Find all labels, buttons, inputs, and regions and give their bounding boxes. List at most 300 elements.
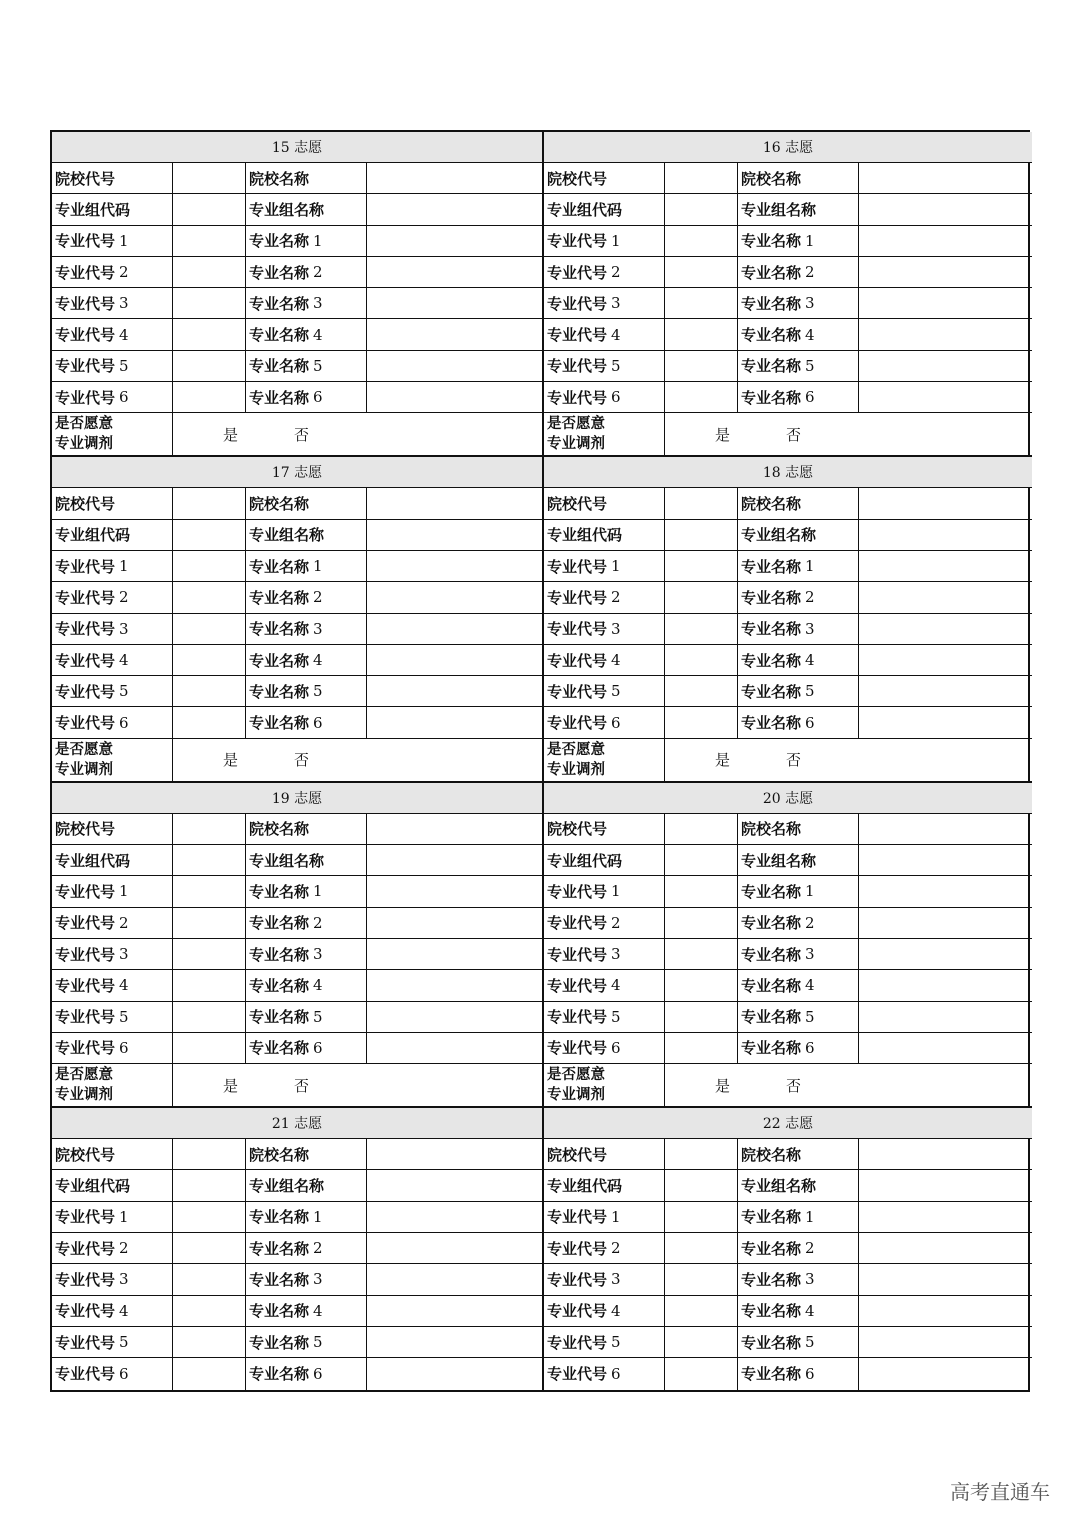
major-name-field[interactable] bbox=[859, 908, 1032, 938]
adjust-yes-option[interactable]: 是 bbox=[223, 1076, 239, 1095]
major-row bbox=[544, 939, 1032, 970]
major-name-field[interactable] bbox=[859, 351, 1032, 381]
major-code-field[interactable] bbox=[173, 1264, 246, 1294]
group-code-label: 专业组代码 bbox=[544, 845, 665, 875]
adjust-label-line2: 专业调剂 bbox=[547, 760, 605, 778]
group-name-field[interactable] bbox=[859, 1170, 1032, 1200]
major-code-field[interactable] bbox=[665, 351, 738, 381]
group-code-label: 专业组代码 bbox=[52, 1170, 173, 1200]
major-name-field[interactable] bbox=[367, 1233, 542, 1263]
major-code-label bbox=[52, 908, 173, 938]
adjust-no-option[interactable]: 否 bbox=[786, 1076, 802, 1095]
school-name-field[interactable] bbox=[367, 163, 542, 193]
major-code-field[interactable] bbox=[173, 226, 246, 256]
school-code-field[interactable] bbox=[665, 814, 738, 844]
adjust-no-option[interactable]: 否 bbox=[294, 751, 310, 770]
group-row bbox=[52, 520, 542, 551]
adjust-no-option[interactable]: 否 bbox=[294, 1076, 310, 1095]
major-code-field[interactable] bbox=[173, 582, 246, 612]
major-code-prefix: 专业代号 bbox=[55, 1239, 116, 1258]
group-name-field[interactable] bbox=[859, 520, 1032, 550]
major-code-field[interactable] bbox=[173, 351, 246, 381]
major-name-label bbox=[738, 226, 859, 256]
adjust-options bbox=[665, 739, 1032, 781]
major-row bbox=[52, 908, 542, 939]
school-code-label: 院校代号 bbox=[544, 1139, 665, 1169]
major-name-prefix: 专业名称 bbox=[741, 294, 802, 313]
major-code-label bbox=[544, 351, 665, 381]
school-row bbox=[52, 163, 542, 194]
major-name-field[interactable] bbox=[367, 288, 542, 318]
school-code-label: 院校代号 bbox=[544, 814, 665, 844]
major-name-field[interactable] bbox=[859, 319, 1032, 349]
major-code-field[interactable] bbox=[173, 257, 246, 287]
major-number: 1 bbox=[805, 882, 815, 901]
major-name-label bbox=[738, 1233, 859, 1263]
major-number: 1 bbox=[313, 557, 323, 576]
major-code-field[interactable] bbox=[665, 257, 738, 287]
major-row bbox=[544, 707, 1032, 738]
major-row bbox=[544, 351, 1032, 382]
major-name-label bbox=[738, 939, 859, 969]
group-name-field[interactable] bbox=[367, 1170, 542, 1200]
adjust-label-line2: 专业调剂 bbox=[55, 1086, 113, 1104]
major-name-field[interactable] bbox=[367, 707, 542, 737]
major-number: 2 bbox=[119, 913, 129, 932]
major-code-prefix: 专业代号 bbox=[547, 1239, 608, 1258]
major-number: 4 bbox=[805, 976, 815, 995]
major-name-field[interactable] bbox=[367, 876, 542, 906]
major-name-field[interactable] bbox=[859, 1202, 1032, 1232]
major-code-label bbox=[52, 226, 173, 256]
major-code-field[interactable] bbox=[173, 1033, 246, 1063]
major-code-field[interactable] bbox=[665, 1202, 738, 1232]
major-code-prefix: 专业代号 bbox=[55, 388, 116, 407]
major-number: 5 bbox=[313, 1007, 323, 1026]
major-name-field[interactable] bbox=[367, 676, 542, 706]
major-number: 6 bbox=[313, 388, 323, 407]
major-row bbox=[544, 908, 1032, 939]
adjust-no-option[interactable]: 否 bbox=[786, 425, 802, 444]
major-name-label bbox=[246, 1358, 367, 1389]
major-name-label bbox=[738, 970, 859, 1000]
major-name-field[interactable] bbox=[859, 645, 1032, 675]
school-code-field[interactable] bbox=[665, 163, 738, 193]
major-name-field[interactable] bbox=[367, 551, 542, 581]
major-code-field[interactable] bbox=[665, 970, 738, 1000]
major-row bbox=[52, 551, 542, 582]
major-name-prefix: 专业名称 bbox=[741, 1039, 802, 1058]
major-name-field[interactable] bbox=[859, 1233, 1032, 1263]
major-number: 6 bbox=[611, 713, 621, 732]
major-name-field[interactable] bbox=[367, 645, 542, 675]
major-name-label bbox=[738, 257, 859, 287]
major-name-field[interactable] bbox=[367, 1264, 542, 1294]
major-row bbox=[544, 319, 1032, 350]
major-code-prefix: 专业代号 bbox=[547, 388, 608, 407]
major-code-field[interactable] bbox=[665, 1296, 738, 1326]
major-code-prefix: 专业代号 bbox=[547, 1333, 608, 1352]
major-row bbox=[52, 382, 542, 413]
major-code-prefix: 专业代号 bbox=[55, 945, 116, 964]
major-number: 4 bbox=[611, 325, 621, 344]
major-name-field[interactable] bbox=[367, 319, 542, 349]
major-code-prefix: 专业代号 bbox=[55, 357, 116, 376]
major-row bbox=[544, 676, 1032, 707]
major-number: 4 bbox=[119, 325, 129, 344]
major-code-field[interactable] bbox=[665, 645, 738, 675]
major-number: 3 bbox=[611, 619, 621, 638]
group-code-field[interactable] bbox=[173, 520, 246, 550]
major-number: 1 bbox=[119, 882, 129, 901]
major-name-field[interactable] bbox=[859, 582, 1032, 612]
major-code-field[interactable] bbox=[665, 1002, 738, 1032]
major-number: 2 bbox=[805, 588, 815, 607]
major-code-label bbox=[544, 1202, 665, 1232]
major-code-field[interactable] bbox=[173, 614, 246, 644]
major-name-field[interactable] bbox=[367, 908, 542, 938]
major-name-field[interactable] bbox=[859, 970, 1032, 1000]
major-code-label bbox=[544, 614, 665, 644]
major-name-label bbox=[246, 1233, 367, 1263]
major-code-field[interactable] bbox=[665, 939, 738, 969]
major-code-prefix: 专业代号 bbox=[55, 1008, 116, 1027]
major-number: 4 bbox=[313, 976, 323, 995]
major-code-field[interactable] bbox=[173, 288, 246, 318]
major-row bbox=[52, 676, 542, 707]
major-row bbox=[52, 614, 542, 645]
major-name-field[interactable] bbox=[859, 1264, 1032, 1294]
major-code-field[interactable] bbox=[173, 319, 246, 349]
major-name-prefix: 专业名称 bbox=[741, 651, 802, 670]
major-code-label bbox=[544, 288, 665, 318]
major-code-label bbox=[52, 876, 173, 906]
major-name-label bbox=[246, 319, 367, 349]
major-name-prefix: 专业名称 bbox=[741, 326, 802, 345]
school-code-field[interactable] bbox=[173, 163, 246, 193]
major-name-prefix: 专业名称 bbox=[741, 620, 802, 639]
school-code-field[interactable] bbox=[665, 488, 738, 518]
major-code-field[interactable] bbox=[173, 1202, 246, 1232]
major-code-prefix: 专业代号 bbox=[55, 651, 116, 670]
major-code-field[interactable] bbox=[173, 970, 246, 1000]
major-name-field[interactable] bbox=[859, 257, 1032, 287]
major-name-field[interactable] bbox=[367, 1202, 542, 1232]
major-row bbox=[544, 226, 1032, 257]
major-code-field[interactable] bbox=[665, 1233, 738, 1263]
major-code-field[interactable] bbox=[173, 1327, 246, 1357]
school-code-field[interactable] bbox=[173, 1139, 246, 1169]
major-name-prefix: 专业名称 bbox=[741, 1008, 802, 1027]
major-code-field[interactable] bbox=[665, 676, 738, 706]
school-name-field[interactable] bbox=[859, 1139, 1032, 1169]
group-name-field[interactable] bbox=[367, 845, 542, 875]
group-code-field[interactable] bbox=[665, 845, 738, 875]
major-name-field[interactable] bbox=[859, 614, 1032, 644]
major-number: 2 bbox=[119, 588, 129, 607]
major-name-field[interactable] bbox=[367, 1033, 542, 1063]
major-name-label bbox=[246, 382, 367, 412]
major-name-field[interactable] bbox=[859, 1002, 1032, 1032]
adjust-label-line1: 是否愿意 bbox=[547, 740, 605, 758]
major-name-prefix: 专业名称 bbox=[249, 651, 310, 670]
major-name-label bbox=[246, 876, 367, 906]
major-name-label bbox=[246, 551, 367, 581]
major-code-prefix: 专业代号 bbox=[55, 882, 116, 901]
major-name-field[interactable] bbox=[859, 382, 1032, 412]
major-row bbox=[52, 351, 542, 382]
major-name-field[interactable] bbox=[367, 351, 542, 381]
major-name-prefix: 专业名称 bbox=[249, 620, 310, 639]
major-code-field[interactable] bbox=[173, 551, 246, 581]
group-code-field[interactable] bbox=[173, 194, 246, 224]
major-row bbox=[544, 1296, 1032, 1327]
major-code-field[interactable] bbox=[665, 1358, 738, 1389]
major-code-prefix: 专业代号 bbox=[547, 682, 608, 701]
major-name-field[interactable] bbox=[859, 1296, 1032, 1326]
major-number: 2 bbox=[611, 1239, 621, 1258]
major-name-label bbox=[246, 257, 367, 287]
group-code-field[interactable] bbox=[173, 1170, 246, 1200]
school-name-field[interactable] bbox=[367, 814, 542, 844]
major-row bbox=[52, 288, 542, 319]
major-name-field[interactable] bbox=[367, 582, 542, 612]
major-name-field[interactable] bbox=[859, 1033, 1032, 1063]
major-number: 1 bbox=[313, 1207, 323, 1226]
major-code-field[interactable] bbox=[665, 876, 738, 906]
major-name-field[interactable] bbox=[367, 970, 542, 1000]
major-number: 6 bbox=[313, 1364, 323, 1383]
major-name-field[interactable] bbox=[859, 939, 1032, 969]
adjust-yes-option[interactable]: 是 bbox=[715, 751, 731, 770]
group-row bbox=[52, 845, 542, 876]
school-code-label: 院校代号 bbox=[52, 1139, 173, 1169]
major-name-field[interactable] bbox=[859, 551, 1032, 581]
major-number: 5 bbox=[119, 682, 129, 701]
block-title: 20 志愿 bbox=[544, 783, 1032, 814]
adjust-yes-option[interactable]: 是 bbox=[715, 425, 731, 444]
major-name-prefix: 专业名称 bbox=[249, 1039, 310, 1058]
school-row bbox=[544, 814, 1032, 845]
major-name-prefix: 专业名称 bbox=[249, 976, 310, 995]
major-code-field[interactable] bbox=[173, 939, 246, 969]
group-code-field[interactable] bbox=[665, 194, 738, 224]
major-row bbox=[544, 382, 1032, 413]
adjust-options bbox=[173, 413, 542, 455]
major-name-field[interactable] bbox=[859, 1358, 1032, 1389]
major-name-prefix: 专业名称 bbox=[741, 588, 802, 607]
block-title: 22 志愿 bbox=[544, 1108, 1032, 1139]
major-code-label bbox=[544, 1296, 665, 1326]
major-row bbox=[52, 1002, 542, 1033]
block-title: 21 志愿 bbox=[52, 1108, 542, 1139]
major-code-field[interactable] bbox=[173, 876, 246, 906]
major-code-field[interactable] bbox=[665, 1033, 738, 1063]
major-name-field[interactable] bbox=[367, 226, 542, 256]
major-code-label bbox=[52, 676, 173, 706]
group-name-field[interactable] bbox=[367, 520, 542, 550]
major-name-field[interactable] bbox=[367, 1358, 542, 1389]
major-code-prefix: 专业代号 bbox=[55, 976, 116, 995]
school-name-field[interactable] bbox=[859, 814, 1032, 844]
major-code-field[interactable] bbox=[665, 288, 738, 318]
major-number: 3 bbox=[119, 294, 129, 313]
major-code-prefix: 专业代号 bbox=[55, 1208, 116, 1227]
major-name-prefix: 专业名称 bbox=[249, 557, 310, 576]
major-code-field[interactable] bbox=[173, 908, 246, 938]
major-number: 5 bbox=[313, 682, 323, 701]
major-code-label bbox=[52, 707, 173, 737]
major-code-field[interactable] bbox=[665, 908, 738, 938]
major-name-field[interactable] bbox=[367, 614, 542, 644]
major-code-field[interactable] bbox=[173, 707, 246, 737]
major-name-field[interactable] bbox=[859, 707, 1032, 737]
major-name-prefix: 专业名称 bbox=[249, 714, 310, 733]
major-code-field[interactable] bbox=[665, 319, 738, 349]
major-code-prefix: 专业代号 bbox=[547, 557, 608, 576]
major-name-field[interactable] bbox=[367, 1327, 542, 1357]
group-name-field[interactable] bbox=[859, 194, 1032, 224]
major-name-label bbox=[738, 319, 859, 349]
major-code-prefix: 专业代号 bbox=[547, 1208, 608, 1227]
school-name-field[interactable] bbox=[859, 488, 1032, 518]
major-name-prefix: 专业名称 bbox=[741, 388, 802, 407]
major-number: 3 bbox=[611, 945, 621, 964]
adjust-options bbox=[665, 413, 1032, 455]
major-number: 1 bbox=[119, 1207, 129, 1226]
major-code-label bbox=[544, 551, 665, 581]
major-code-field[interactable] bbox=[665, 382, 738, 412]
group-name-field[interactable] bbox=[367, 194, 542, 224]
adjust-yes-option[interactable]: 是 bbox=[715, 1076, 731, 1095]
major-number: 3 bbox=[119, 945, 129, 964]
major-number: 1 bbox=[611, 882, 621, 901]
school-name-label: 院校名称 bbox=[738, 1139, 859, 1169]
school-code-field[interactable] bbox=[173, 814, 246, 844]
major-code-label bbox=[52, 939, 173, 969]
major-name-field[interactable] bbox=[859, 288, 1032, 318]
adjust-yes-option[interactable]: 是 bbox=[223, 425, 239, 444]
adjust-label-line2: 专业调剂 bbox=[547, 1086, 605, 1104]
major-row bbox=[52, 876, 542, 907]
major-name-field[interactable] bbox=[367, 382, 542, 412]
major-name-field[interactable] bbox=[367, 1296, 542, 1326]
major-row bbox=[52, 1033, 542, 1064]
major-number: 2 bbox=[119, 263, 129, 282]
major-name-field[interactable] bbox=[859, 676, 1032, 706]
major-number: 1 bbox=[805, 557, 815, 576]
major-number: 4 bbox=[313, 1301, 323, 1320]
adjust-no-option[interactable]: 否 bbox=[294, 425, 310, 444]
major-name-field[interactable] bbox=[859, 876, 1032, 906]
major-name-field[interactable] bbox=[367, 939, 542, 969]
block-title: 17 志愿 bbox=[52, 457, 542, 488]
major-code-field[interactable] bbox=[173, 1233, 246, 1263]
major-code-field[interactable] bbox=[665, 582, 738, 612]
major-code-field[interactable] bbox=[665, 1264, 738, 1294]
major-code-label bbox=[544, 319, 665, 349]
school-name-label: 院校名称 bbox=[738, 814, 859, 844]
major-code-field[interactable] bbox=[665, 226, 738, 256]
major-name-label bbox=[738, 288, 859, 318]
school-name-field[interactable] bbox=[367, 1139, 542, 1169]
major-code-field[interactable] bbox=[665, 707, 738, 737]
major-number: 3 bbox=[805, 945, 815, 964]
major-name-label bbox=[738, 1264, 859, 1294]
school-row bbox=[52, 1139, 542, 1170]
major-code-field[interactable] bbox=[173, 1002, 246, 1032]
school-row bbox=[544, 1139, 1032, 1170]
major-row bbox=[544, 1327, 1032, 1358]
major-code-field[interactable] bbox=[173, 676, 246, 706]
major-code-label bbox=[544, 970, 665, 1000]
major-name-label bbox=[738, 707, 859, 737]
major-code-label bbox=[544, 257, 665, 287]
major-code-label bbox=[52, 1233, 173, 1263]
major-code-field[interactable] bbox=[173, 1296, 246, 1326]
major-name-label bbox=[246, 226, 367, 256]
major-row bbox=[544, 1033, 1032, 1064]
major-code-prefix: 专业代号 bbox=[547, 976, 608, 995]
group-code-field[interactable] bbox=[665, 520, 738, 550]
major-name-field[interactable] bbox=[859, 1327, 1032, 1357]
major-name-field[interactable] bbox=[367, 1002, 542, 1032]
major-code-field[interactable] bbox=[173, 645, 246, 675]
group-code-field[interactable] bbox=[173, 845, 246, 875]
group-row bbox=[52, 194, 542, 225]
adjust-label bbox=[544, 739, 665, 781]
major-code-label bbox=[544, 226, 665, 256]
group-name-label: 专业组名称 bbox=[246, 845, 367, 875]
block-title: 18 志愿 bbox=[544, 457, 1032, 488]
school-code-field[interactable] bbox=[665, 1139, 738, 1169]
major-code-field[interactable] bbox=[173, 382, 246, 412]
major-number: 4 bbox=[805, 1301, 815, 1320]
major-name-field[interactable] bbox=[859, 226, 1032, 256]
major-code-prefix: 专业代号 bbox=[55, 1270, 116, 1289]
school-code-field[interactable] bbox=[173, 488, 246, 518]
major-row bbox=[544, 551, 1032, 582]
major-code-field[interactable] bbox=[665, 1327, 738, 1357]
major-code-prefix: 专业代号 bbox=[55, 294, 116, 313]
major-number: 5 bbox=[805, 682, 815, 701]
volunteer-block bbox=[52, 783, 542, 1108]
major-number: 3 bbox=[805, 619, 815, 638]
major-number: 5 bbox=[119, 1333, 129, 1352]
school-name-field[interactable] bbox=[859, 163, 1032, 193]
major-name-field[interactable] bbox=[367, 257, 542, 287]
major-code-field[interactable] bbox=[665, 614, 738, 644]
major-name-prefix: 专业名称 bbox=[741, 882, 802, 901]
major-number: 5 bbox=[313, 1333, 323, 1352]
major-row bbox=[52, 257, 542, 288]
major-row bbox=[52, 1202, 542, 1233]
major-code-label bbox=[52, 1002, 173, 1032]
adjust-label bbox=[52, 739, 173, 781]
group-code-field[interactable] bbox=[665, 1170, 738, 1200]
major-row bbox=[544, 970, 1032, 1001]
major-name-label bbox=[738, 382, 859, 412]
major-row bbox=[52, 1296, 542, 1327]
group-name-field[interactable] bbox=[859, 845, 1032, 875]
adjust-yes-option[interactable]: 是 bbox=[223, 751, 239, 770]
major-code-field[interactable] bbox=[665, 551, 738, 581]
school-name-field[interactable] bbox=[367, 488, 542, 518]
adjust-no-option[interactable]: 否 bbox=[786, 751, 802, 770]
major-code-label bbox=[52, 551, 173, 581]
major-code-field[interactable] bbox=[173, 1358, 246, 1389]
major-name-prefix: 专业名称 bbox=[741, 682, 802, 701]
